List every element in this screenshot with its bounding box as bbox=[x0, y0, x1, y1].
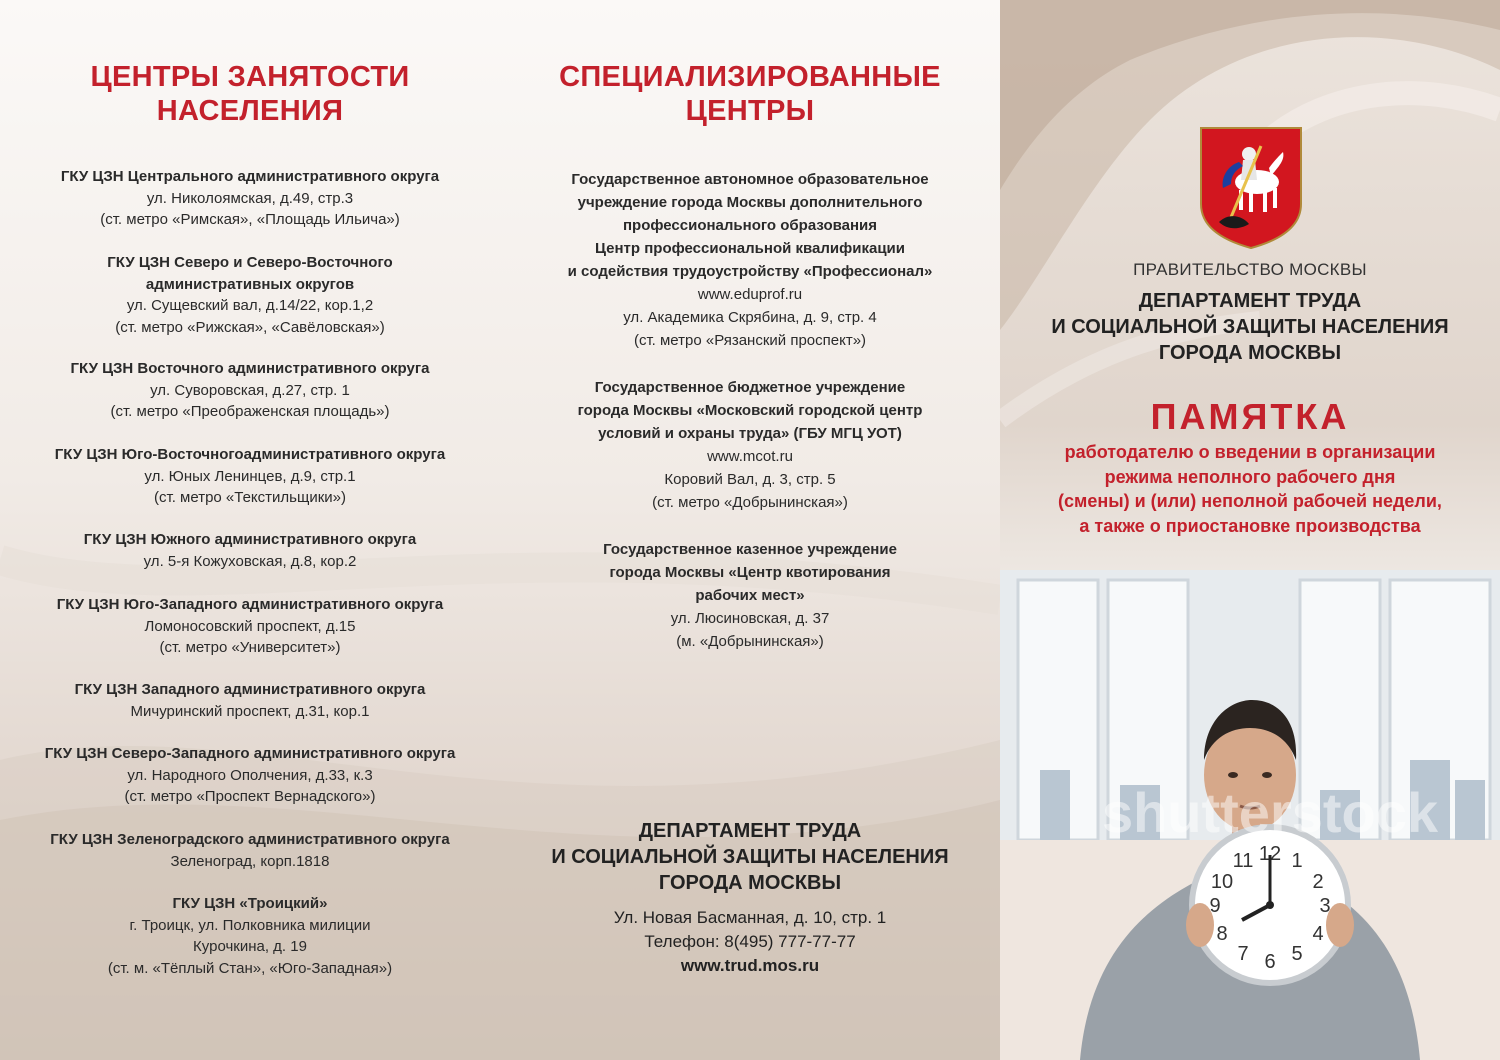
center-address: Зеленоград, корп.1818 bbox=[170, 852, 330, 870]
center-name: ГКУ ЦЗН Восточного административного округа bbox=[70, 360, 430, 377]
center-name: ГКУ ЦЗН Зеленоградского административного округа bbox=[50, 831, 450, 848]
subtitle-line: а также о приостановке производства bbox=[1079, 515, 1421, 536]
org-entry bbox=[530, 168, 970, 352]
clock-number: 9 bbox=[1209, 895, 1221, 917]
website-link[interactable]: www.trud.mos.ru bbox=[680, 956, 820, 975]
center-name: ГКУ ЦЗН Северо и Северо-Восточного bbox=[107, 254, 393, 271]
specialized-centers-title bbox=[500, 60, 1000, 128]
center-name: ГКУ ЦЗН Южного административного округа bbox=[83, 531, 417, 548]
org-name: города Москвы «Центр квотирования bbox=[609, 564, 891, 581]
subtitle-line: режима неполного рабочего дня bbox=[1104, 466, 1396, 487]
org-metro: (ст. метро «Рязанский проспект») bbox=[633, 332, 867, 349]
org-address: ул. Академика Скрябина, д. 9, стр. 4 bbox=[623, 309, 877, 326]
clock-number: 12 bbox=[1258, 843, 1282, 865]
center-metro: (ст. метро «Преображенская площадь») bbox=[110, 403, 390, 420]
center-address: ул. Николоямская, д.49, стр.3 bbox=[146, 189, 354, 207]
businessman-with-clock-photo bbox=[1000, 570, 1500, 1060]
center-metro: (ст. метро «Римская», «Площадь Ильича») bbox=[100, 211, 400, 228]
org-entry bbox=[530, 376, 970, 514]
center-entry bbox=[10, 444, 490, 509]
org-name: Государственное бюджетное учреждение bbox=[594, 379, 906, 396]
title-line: СПЕЦИАЛИЗИРОВАННЫЕ bbox=[559, 61, 941, 93]
center-metro: (ст. метро «Текстильщики») bbox=[154, 489, 346, 506]
specialized-centers-column bbox=[500, 0, 1000, 1060]
contact-address: Ул. Новая Басманная, д. 10, стр. 1 bbox=[613, 908, 887, 927]
center-entry bbox=[10, 166, 490, 231]
center-entry bbox=[10, 529, 490, 572]
memo-title: ПАМЯТКА bbox=[1150, 396, 1350, 437]
center-entry bbox=[10, 743, 490, 808]
employment-centers-title bbox=[0, 60, 500, 128]
title-line: ЦЕНТРЫ ЗАНЯТОСТИ bbox=[90, 61, 410, 93]
center-address: ул. Народного Ополчения, д.33, к.3 bbox=[127, 766, 373, 784]
org-address: Коровий Вал, д. 3, стр. 5 bbox=[664, 471, 836, 488]
watermark-text: shutterstock bbox=[1101, 781, 1439, 844]
org-name: и содействия трудоустройству «Профессионал» bbox=[567, 263, 933, 280]
org-name: учреждение города Москвы дополнительного bbox=[577, 194, 923, 211]
center-address: ул. Сущевский вал, д.14/22, кор.1,2 bbox=[126, 297, 374, 314]
department-title bbox=[1000, 288, 1500, 366]
center-address: ул. 5-я Кожуховская, д.8, кор.2 bbox=[143, 552, 357, 570]
clock-number: 5 bbox=[1291, 943, 1303, 965]
org-name: Государственное казенное учреждение bbox=[603, 541, 897, 558]
center-entry bbox=[10, 829, 490, 872]
org-website-link[interactable]: www.eduprof.ru bbox=[697, 286, 803, 303]
subtitle-line: (смены) и (или) неполной рабочей недели, bbox=[1058, 491, 1442, 511]
dept-line: ГОРОДА МОСКВЫ bbox=[1158, 342, 1342, 364]
center-name: ГКУ ЦЗН Западного административного округа bbox=[74, 681, 426, 698]
center-entry bbox=[10, 893, 490, 979]
center-name: ГКУ ЦЗН «Троицкий» bbox=[172, 895, 328, 912]
org-website-link[interactable]: www.mcot.ru bbox=[707, 448, 793, 465]
org-metro: (ст. метро «Добрынинская») bbox=[652, 494, 848, 511]
government-label: ПРАВИТЕЛЬСТВО МОСКВЫ bbox=[1133, 260, 1367, 279]
center-entry bbox=[10, 679, 490, 722]
dept-line: ДЕПАРТАМЕНТ ТРУДА bbox=[1138, 290, 1362, 312]
center-metro: (ст. м. «Тёплый Стан», «Юго-Западная») bbox=[107, 959, 393, 977]
center-address: ул. Юных Ленинцев, д.9, стр.1 bbox=[144, 467, 356, 485]
org-name: Центр профессиональной квалификации bbox=[595, 240, 905, 257]
center-metro: (ст. метро «Университет») bbox=[159, 639, 341, 656]
memo-subtitle bbox=[1020, 440, 1480, 538]
org-name: Государственное автономное образовательное bbox=[571, 171, 929, 188]
org-name: условий и охраны труда» (ГБУ МГЦ УОТ) bbox=[598, 425, 902, 442]
clock-number: 1 bbox=[1291, 850, 1303, 872]
org-metro: (м. «Добрынинская») bbox=[676, 633, 824, 650]
department-footer-title bbox=[500, 818, 1000, 896]
center-name: ГКУ ЦЗН Юго-Восточногоадминистративного округа bbox=[54, 446, 446, 463]
dept-line: И СОЦИАЛЬНОЙ ЗАЩИТЫ НАСЕЛЕНИЯ bbox=[551, 846, 949, 868]
center-metro: (ст. метро «Рижская», «Савёловская») bbox=[115, 318, 385, 336]
center-metro: (ст. метро «Проспект Вернадского») bbox=[124, 788, 376, 805]
clock-number: 7 bbox=[1237, 943, 1249, 965]
center-entry bbox=[10, 358, 490, 423]
org-entry bbox=[530, 538, 970, 653]
center-entry bbox=[10, 594, 490, 659]
dept-line: ДЕПАРТАМЕНТ ТРУДА bbox=[638, 820, 862, 842]
contact-phone: Телефон: 8(495) 777-77-77 bbox=[644, 932, 856, 951]
clock-number: 2 bbox=[1312, 871, 1324, 893]
center-address: ул. Суворовская, д.27, стр. 1 bbox=[150, 381, 350, 399]
employment-centers-column bbox=[0, 0, 500, 1060]
title-line: НАСЕЛЕНИЯ bbox=[156, 95, 344, 127]
clock-number: 11 bbox=[1232, 850, 1254, 872]
dept-line: ГОРОДА МОСКВЫ bbox=[658, 872, 842, 894]
subtitle-line: работодателю о введении в организации bbox=[1064, 442, 1436, 462]
clock-number: 4 bbox=[1312, 923, 1324, 945]
moscow-coat-of-arms-icon bbox=[1199, 126, 1303, 250]
dept-line: И СОЦИАЛЬНОЙ ЗАЩИТЫ НАСЕЛЕНИЯ bbox=[1051, 316, 1449, 338]
contact-block bbox=[500, 906, 1000, 978]
org-name: профессионального образования bbox=[622, 217, 878, 234]
org-name: города Москвы «Московский городской центр bbox=[577, 402, 923, 419]
center-address: Мичуринский проспект, д.31, кор.1 bbox=[130, 702, 370, 720]
clock-number: 10 bbox=[1210, 871, 1234, 893]
clock-number: 3 bbox=[1319, 895, 1331, 917]
org-name: рабочих мест» bbox=[695, 587, 805, 604]
clock-number: 6 bbox=[1264, 951, 1276, 973]
center-name: ГКУ ЦЗН Северо-Западного административного округа bbox=[44, 745, 456, 762]
cover-panel bbox=[1000, 0, 1500, 1060]
center-name: ГКУ ЦЗН Юго-Западного административного округа bbox=[56, 596, 444, 613]
title-line: ЦЕНТРЫ bbox=[685, 95, 815, 127]
org-address: ул. Люсиновская, д. 37 bbox=[670, 610, 830, 627]
center-name: административных округов bbox=[145, 275, 355, 293]
clock-number: 8 bbox=[1216, 923, 1228, 945]
center-address: Курочкина, д. 19 bbox=[193, 938, 307, 955]
center-address: Ломоносовский проспект, д.15 bbox=[144, 617, 356, 635]
center-name: ГКУ ЦЗН Центрального административного округа bbox=[60, 168, 440, 185]
center-entry bbox=[10, 252, 490, 338]
center-address: г. Троицк, ул. Полковника милиции bbox=[129, 916, 371, 934]
